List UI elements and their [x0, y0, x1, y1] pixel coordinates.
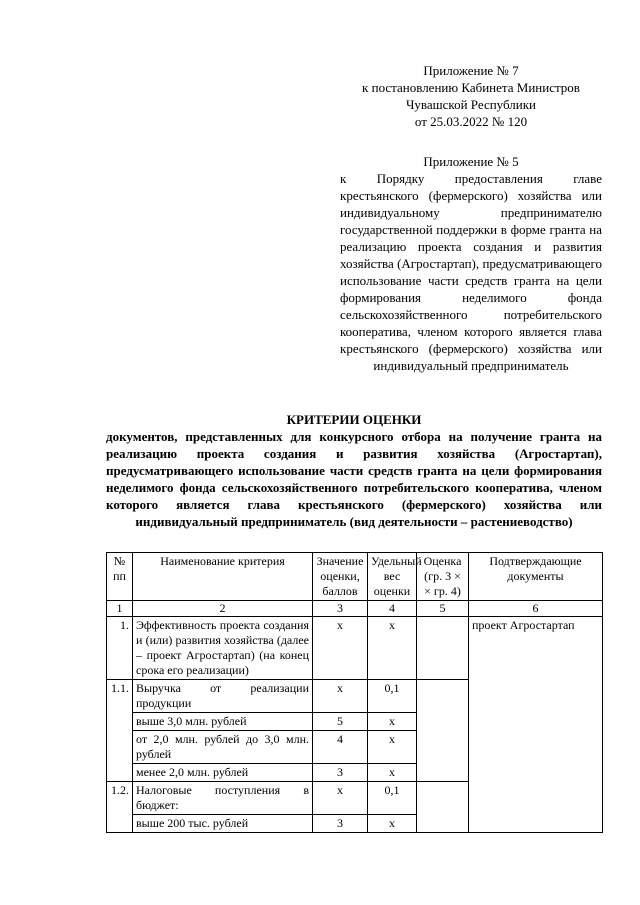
criterion-name: выше 200 тыс. рублей [133, 815, 313, 833]
evaluation-value [417, 782, 469, 833]
table-row [107, 617, 603, 680]
score-value: х [313, 617, 368, 680]
weight-value: х [368, 617, 417, 680]
criterion-name: Эффективность проекта создания и (или) развития хозяйства (далее – проект Агростартап) (на конец срока его реализации) [133, 617, 313, 680]
score-value: 3 [313, 764, 368, 782]
criteria-heading [106, 411, 602, 530]
column-number: 2 [133, 601, 313, 617]
row-number: 1.2. [107, 782, 133, 833]
header-cell: Наименование критерия [133, 553, 313, 601]
criterion-name: Налоговые поступления в бюджет: [133, 782, 313, 815]
appendix-7-title: Приложение № 7 [423, 63, 519, 78]
row-number: 1. [107, 617, 133, 680]
column-number-row [107, 601, 603, 617]
header-cell: № пп [107, 553, 133, 601]
row-number: 1.1. [107, 680, 133, 782]
criterion-name: выше 3,0 млн. рублей [133, 713, 313, 731]
weight-value: х [368, 764, 417, 782]
column-number: 5 [417, 601, 469, 617]
header-cell: Оценка (гр. 3 × × гр. 4) [417, 553, 469, 601]
table-header-row [107, 553, 603, 601]
weight-value: 0,1 [368, 680, 417, 713]
criterion-name: менее 2,0 млн. рублей [133, 764, 313, 782]
weight-value: х [368, 815, 417, 833]
score-value: 5 [313, 713, 368, 731]
column-number: 1 [107, 601, 133, 617]
header-cell: Подтверждающие документы [469, 553, 603, 601]
appendix-7-header [340, 62, 602, 130]
criteria-table [106, 552, 603, 833]
criterion-name: Выручка от реализации продукции [133, 680, 313, 713]
appendix-7-date: от 25.03.2022 № 120 [414, 114, 528, 129]
column-number: 6 [469, 601, 603, 617]
weight-value: 0,1 [368, 782, 417, 815]
confirming-documents: проект Агростартап [469, 617, 603, 833]
header-cell: Значение оценки, баллов [313, 553, 368, 601]
score-value: 3 [313, 815, 368, 833]
appendix-5-body: к Порядку предоставления главе крестьянского (фермерского) хозяйства или индивидуальному предпринимателю государственной поддержки в форме гранта на реализацию проекта создания и развития хозяйства (Агростартап), предусматривающего использование части средств гранта на цели формирования неделимого фонда сельскохозяйственного потребительского кооператива, членом которого является глава крестьянского (фермерского) хозяйства или индивидуальный предприниматель [340, 171, 602, 373]
header-cell: Удельный вес оценки [368, 553, 417, 601]
weight-value: х [368, 713, 417, 731]
score-value: х [313, 782, 368, 815]
appendix-7-line2: к постановлению Кабинета Министров [362, 80, 580, 95]
column-number: 3 [313, 601, 368, 617]
criteria-title: КРИТЕРИИ ОЦЕНКИ [286, 412, 422, 427]
criteria-subtitle: документов, представленных для конкурсного отбора на получение гранта на реализацию проекта создания и развития хозяйства (Агростартап), предусматривающего использование части средств гранта на цели формирования неделимого фонда сельскохозяйственного потребительского кооператива, членом которого является глава крестьянского (фермерского) хозяйства или индивидуальный предприниматель (вид деятельности – растениеводство) [106, 429, 602, 529]
evaluation-value [417, 680, 469, 782]
evaluation-value [417, 617, 469, 680]
criterion-name: от 2,0 млн. рублей до 3,0 млн. рублей [133, 731, 313, 764]
column-number: 4 [368, 601, 417, 617]
score-value: 4 [313, 731, 368, 764]
appendix-5-header [340, 153, 602, 374]
appendix-7-line3: Чувашской Республики [405, 97, 537, 112]
score-value: х [313, 680, 368, 713]
weight-value: х [368, 731, 417, 764]
appendix-5-title: Приложение № 5 [423, 154, 519, 169]
